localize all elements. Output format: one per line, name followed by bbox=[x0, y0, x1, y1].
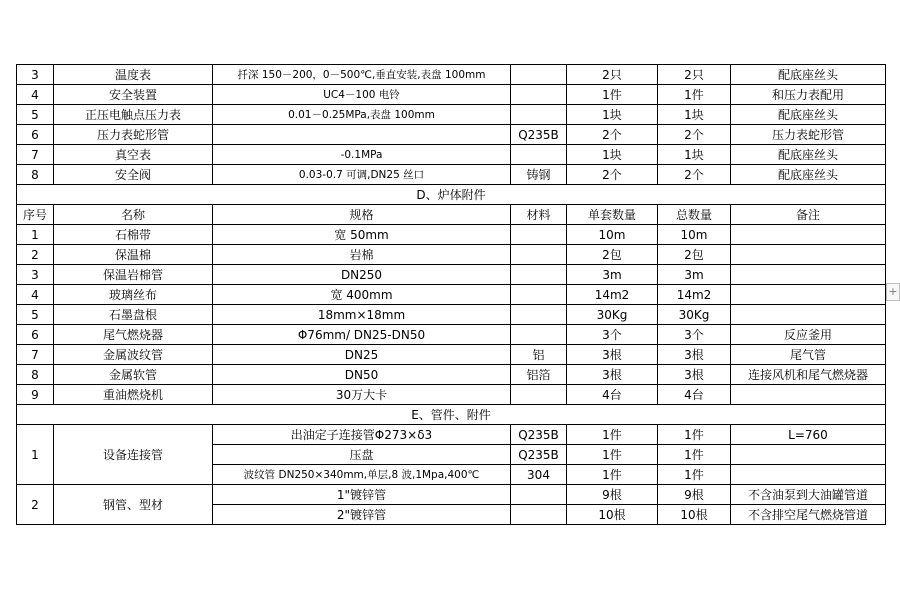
table-cell: 压盘 bbox=[213, 445, 511, 465]
table-row bbox=[17, 425, 886, 445]
table-cell bbox=[511, 145, 567, 165]
table-row bbox=[17, 285, 886, 305]
table-cell: 1件 bbox=[658, 445, 731, 465]
header-row bbox=[17, 205, 886, 225]
table-cell: 反应釜用 bbox=[731, 325, 886, 345]
table-cell: 2"镀锌管 bbox=[213, 505, 511, 525]
table-cell: 4 bbox=[17, 285, 54, 305]
table-cell: 3m bbox=[567, 265, 658, 285]
table-cell bbox=[731, 445, 886, 465]
table-cell: 岩棉 bbox=[213, 245, 511, 265]
table-cell: Q235B bbox=[511, 425, 567, 445]
table-cell: 石棉带 bbox=[54, 225, 213, 245]
table-cell: 出油定子连接管Φ273×δ3 bbox=[213, 425, 511, 445]
add-column-handle[interactable]: + bbox=[886, 283, 900, 301]
table-cell: 正压电触点压力表 bbox=[54, 105, 213, 125]
table-cell bbox=[511, 265, 567, 285]
section-row-e bbox=[17, 405, 886, 425]
table-row bbox=[17, 305, 886, 325]
table-cell: 2 bbox=[17, 245, 54, 265]
table-cell: DN25 bbox=[213, 345, 511, 365]
group-name: 钢管、型材 bbox=[54, 485, 213, 525]
table-cell: 不含排空尾气燃烧管道 bbox=[731, 505, 886, 525]
table-cell: 配底座丝头 bbox=[731, 105, 886, 125]
table-cell bbox=[511, 505, 567, 525]
table-cell: UC4－100 电铃 bbox=[213, 85, 511, 105]
table-cell: 4台 bbox=[658, 385, 731, 405]
table-cell: 配底座丝头 bbox=[731, 65, 886, 85]
table-cell: Q235B bbox=[511, 445, 567, 465]
table-row bbox=[17, 245, 886, 265]
table-cell: 4台 bbox=[567, 385, 658, 405]
table-cell: 安全装置 bbox=[54, 85, 213, 105]
table-cell: 1 bbox=[17, 225, 54, 245]
table-cell: 2只 bbox=[658, 65, 731, 85]
table-row bbox=[17, 125, 886, 145]
table-cell bbox=[731, 265, 886, 285]
table-cell: 宽 50mm bbox=[213, 225, 511, 245]
table-cell bbox=[731, 285, 886, 305]
table-cell: 7 bbox=[17, 345, 54, 365]
table-cell: 30Kg bbox=[567, 305, 658, 325]
table-cell bbox=[511, 385, 567, 405]
table-cell: 配底座丝头 bbox=[731, 145, 886, 165]
table-cell: 玻璃丝布 bbox=[54, 285, 213, 305]
section-title-d: D、炉体附件 bbox=[17, 185, 886, 205]
table-cell: 0.03-0.7 可调,DN25 丝口 bbox=[213, 165, 511, 185]
table-cell: 尾气燃烧器 bbox=[54, 325, 213, 345]
table-cell: 不含油泵到大油罐管道 bbox=[731, 485, 886, 505]
table-cell: 连接风机和尾气燃烧器 bbox=[731, 365, 886, 385]
table-cell: 1件 bbox=[658, 425, 731, 445]
table-cell: 3根 bbox=[567, 345, 658, 365]
table-row bbox=[17, 265, 886, 285]
table-cell: 18mm×18mm bbox=[213, 305, 511, 325]
table-cell: 10m bbox=[658, 225, 731, 245]
table-cell: 8 bbox=[17, 165, 54, 185]
table-cell: 扦深 150－200，0－500℃,垂直安装,表盘 100mm bbox=[213, 65, 511, 85]
table-cell bbox=[511, 285, 567, 305]
table-cell: 重油燃烧机 bbox=[54, 385, 213, 405]
table-cell: 金属波纹管 bbox=[54, 345, 213, 365]
table-cell bbox=[731, 385, 886, 405]
table-cell: 5 bbox=[17, 105, 54, 125]
table-cell bbox=[731, 305, 886, 325]
column-header: 材料 bbox=[511, 205, 567, 225]
table-cell: 10m bbox=[567, 225, 658, 245]
table-cell: 1件 bbox=[567, 425, 658, 445]
table-cell: 4 bbox=[17, 85, 54, 105]
table-cell: 3根 bbox=[658, 345, 731, 365]
table-cell: 30万大卡 bbox=[213, 385, 511, 405]
table-cell: L=760 bbox=[731, 425, 886, 445]
table-row bbox=[17, 385, 886, 405]
table-cell: 14m2 bbox=[658, 285, 731, 305]
table-cell: 宽 400mm bbox=[213, 285, 511, 305]
table-cell: 和压力表配用 bbox=[731, 85, 886, 105]
table-row bbox=[17, 345, 886, 365]
table-cell: 9根 bbox=[567, 485, 658, 505]
column-header: 总数量 bbox=[658, 205, 731, 225]
table-cell: 安全阀 bbox=[54, 165, 213, 185]
table-cell bbox=[731, 465, 886, 485]
table-cell: 2包 bbox=[567, 245, 658, 265]
table-cell: 压力表蛇形管 bbox=[731, 125, 886, 145]
table-row bbox=[17, 325, 886, 345]
table-cell: 3m bbox=[658, 265, 731, 285]
table-row bbox=[17, 165, 886, 185]
table-cell: 3个 bbox=[567, 325, 658, 345]
table-cell: 7 bbox=[17, 145, 54, 165]
table-cell: 温度表 bbox=[54, 65, 213, 85]
section-row-d bbox=[17, 185, 886, 205]
table-cell: DN50 bbox=[213, 365, 511, 385]
table-cell: 配底座丝头 bbox=[731, 165, 886, 185]
table-row bbox=[17, 365, 886, 385]
table-cell bbox=[511, 105, 567, 125]
section-title-e: E、管件、附件 bbox=[17, 405, 886, 425]
table-cell: 10根 bbox=[567, 505, 658, 525]
table-cell: 10根 bbox=[658, 505, 731, 525]
table-cell: 保温岩棉管 bbox=[54, 265, 213, 285]
table-cell: DN250 bbox=[213, 265, 511, 285]
table-cell: 1件 bbox=[567, 465, 658, 485]
column-header: 规格 bbox=[213, 205, 511, 225]
table-cell: 3根 bbox=[567, 365, 658, 385]
table-cell: 304 bbox=[511, 465, 567, 485]
table-cell bbox=[511, 305, 567, 325]
table-cell: 2包 bbox=[658, 245, 731, 265]
group-number: 2 bbox=[17, 485, 54, 525]
table-cell: 1件 bbox=[658, 465, 731, 485]
table-cell: 3个 bbox=[658, 325, 731, 345]
table-cell: 1件 bbox=[658, 85, 731, 105]
table-cell: 1块 bbox=[567, 105, 658, 125]
table-cell: 1块 bbox=[658, 105, 731, 125]
table-cell: 30Kg bbox=[658, 305, 731, 325]
table-cell bbox=[511, 485, 567, 505]
table-cell bbox=[511, 65, 567, 85]
table-cell: -0.1MPa bbox=[213, 145, 511, 165]
table-row bbox=[17, 85, 886, 105]
table-cell: 1块 bbox=[567, 145, 658, 165]
table-cell: Q235B bbox=[511, 125, 567, 145]
table-cell bbox=[213, 125, 511, 145]
table-row bbox=[17, 65, 886, 85]
table-cell: 5 bbox=[17, 305, 54, 325]
table-cell: 9根 bbox=[658, 485, 731, 505]
table-cell: 尾气管 bbox=[731, 345, 886, 365]
table-cell bbox=[731, 225, 886, 245]
table-cell: 9 bbox=[17, 385, 54, 405]
table-cell bbox=[511, 325, 567, 345]
table-cell: 真空表 bbox=[54, 145, 213, 165]
table-cell: 压力表蛇形管 bbox=[54, 125, 213, 145]
table-row bbox=[17, 485, 886, 505]
table-cell bbox=[511, 245, 567, 265]
table-cell: 0.01－0.25MPa,表盘 100mm bbox=[213, 105, 511, 125]
group-number: 1 bbox=[17, 425, 54, 485]
table-cell bbox=[511, 85, 567, 105]
table-cell: 波纹管 DN250×340mm,单层,8 波,1Mpa,400℃ bbox=[213, 465, 511, 485]
column-header: 单套数量 bbox=[567, 205, 658, 225]
table-cell bbox=[511, 225, 567, 245]
table-cell: 14m2 bbox=[567, 285, 658, 305]
table-cell: Φ76mm/ DN25-DN50 bbox=[213, 325, 511, 345]
table-cell: 1件 bbox=[567, 85, 658, 105]
table-cell: 铝 bbox=[511, 345, 567, 365]
table-cell: 保温棉 bbox=[54, 245, 213, 265]
table-cell: 2只 bbox=[567, 65, 658, 85]
table-row bbox=[17, 225, 886, 245]
column-header: 名称 bbox=[54, 205, 213, 225]
table-cell: 2个 bbox=[567, 125, 658, 145]
table-cell: 2个 bbox=[658, 125, 731, 145]
table-cell: 8 bbox=[17, 365, 54, 385]
table-cell: 2个 bbox=[567, 165, 658, 185]
column-header: 备注 bbox=[731, 205, 886, 225]
table-cell: 3 bbox=[17, 265, 54, 285]
table-cell: 铸钢 bbox=[511, 165, 567, 185]
table-cell: 1块 bbox=[658, 145, 731, 165]
group-name: 设备连接管 bbox=[54, 425, 213, 485]
column-header: 序号 bbox=[17, 205, 54, 225]
table-cell: 6 bbox=[17, 325, 54, 345]
table-cell: 3 bbox=[17, 65, 54, 85]
table-cell: 6 bbox=[17, 125, 54, 145]
table-cell: 3根 bbox=[658, 365, 731, 385]
table-row bbox=[17, 105, 886, 125]
table-cell: 1"镀锌管 bbox=[213, 485, 511, 505]
table-cell: 2个 bbox=[658, 165, 731, 185]
table-cell: 1件 bbox=[567, 445, 658, 465]
table-cell bbox=[731, 245, 886, 265]
table-row bbox=[17, 145, 886, 165]
equipment-list-table bbox=[16, 64, 886, 525]
table-cell: 金属软管 bbox=[54, 365, 213, 385]
table-cell: 石墨盘根 bbox=[54, 305, 213, 325]
table-body bbox=[17, 65, 886, 525]
table-cell: 铝箔 bbox=[511, 365, 567, 385]
